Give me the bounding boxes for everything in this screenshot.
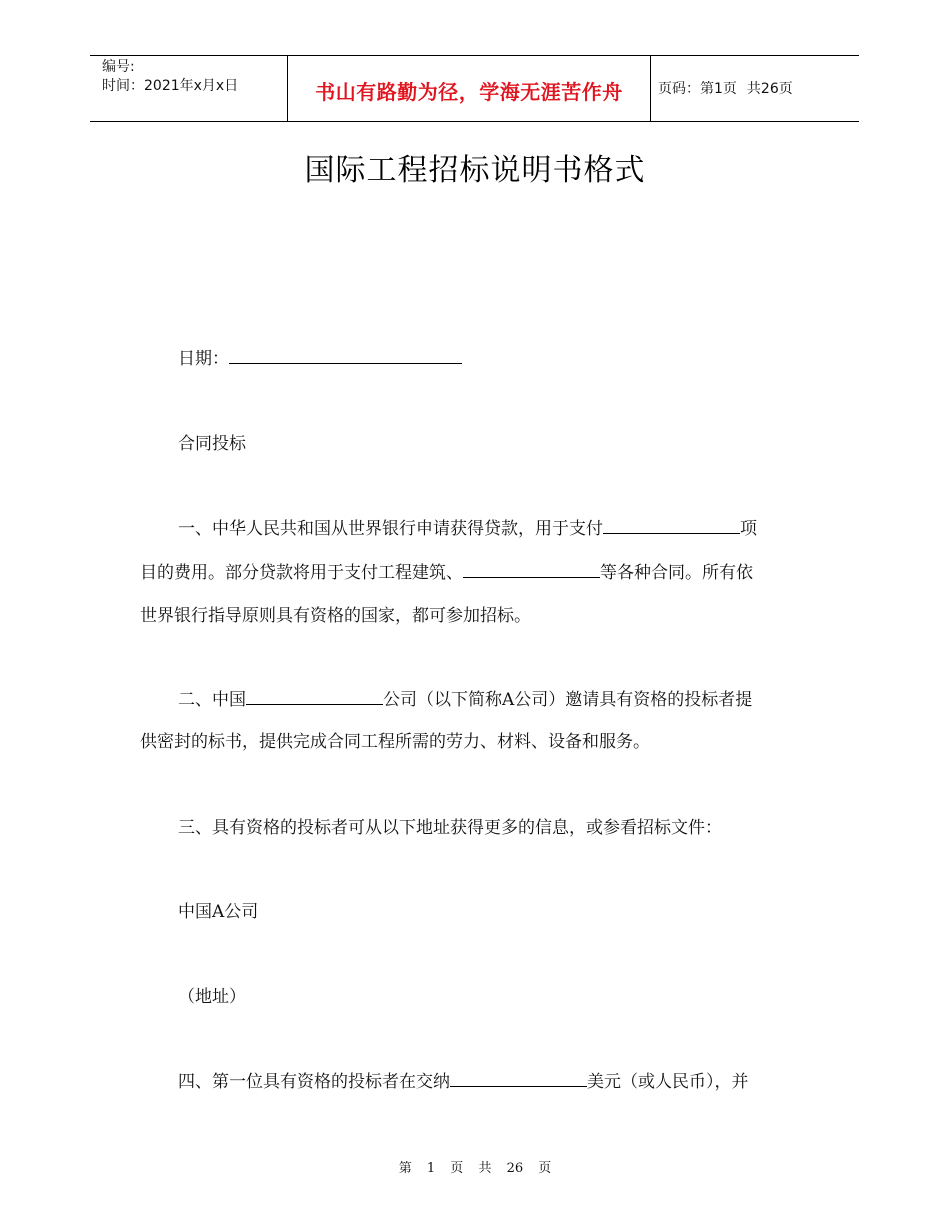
header-bottom-rule: [90, 121, 859, 122]
header-time: [102, 77, 238, 96]
header-meta: [102, 58, 238, 96]
date-label: 日期：: [178, 349, 229, 369]
address-placeholder: （地址）: [178, 987, 246, 1007]
company-blank: [246, 686, 383, 705]
header-page-info: [658, 78, 793, 98]
paragraph-3: 三、具有资格的投标者可从以下地址获得更多的信息，或参看招标文件：: [178, 818, 722, 838]
header-top-rule: [90, 55, 859, 56]
amount-blank: [450, 1068, 587, 1087]
footer-page-total: 26: [506, 1161, 524, 1176]
header-page-label: 页码：第1页: [658, 81, 737, 97]
paragraph-2-line-2: 供密封的标书，提供完成合同工程所需的劳力、材料、设备和服务。: [140, 732, 650, 752]
paragraph-1-line-2: 目的费用。部分贷款将用于支付工程建筑、 等各种合同。所有依: [140, 553, 802, 594]
paragraph-2-line-1: 二、中国 公司（以下简称A公司）邀请具有资格的投标者提: [140, 680, 840, 721]
section-heading: 合同投标: [178, 434, 246, 454]
paragraph-4-line-1: 四、第一位具有资格的投标者在交纳 美元（或人民币），并: [140, 1062, 840, 1103]
header-page-total: 共26页: [746, 81, 793, 97]
date-blank: [229, 345, 462, 364]
page-footer: 第 1 页 共 26 页: [398, 1161, 552, 1176]
paragraph-1-line-3: 世界银行指导原则具有资格的国家，都可参加招标。: [140, 606, 531, 626]
header-number: 编号:: [102, 59, 135, 75]
header-divider-right: [650, 55, 651, 122]
project-blank: [603, 515, 740, 534]
contract-type-blank: [463, 559, 600, 578]
company-name: 中国A公司: [178, 902, 259, 922]
date-line: [140, 339, 802, 380]
document-title: 国际工程招标说明书格式: [304, 153, 646, 188]
header-time-label: 时间：: [102, 78, 144, 94]
paragraph-1-line-1: 一、中华人民共和国从世界银行申请获得贷款，用于支付 项: [140, 509, 840, 550]
footer-page-number: 1: [426, 1161, 436, 1176]
header-time-value: 2021年x月x日: [144, 78, 239, 94]
header-motto: 书山有路勤为径，学海无涯苦作舟: [315, 80, 623, 104]
